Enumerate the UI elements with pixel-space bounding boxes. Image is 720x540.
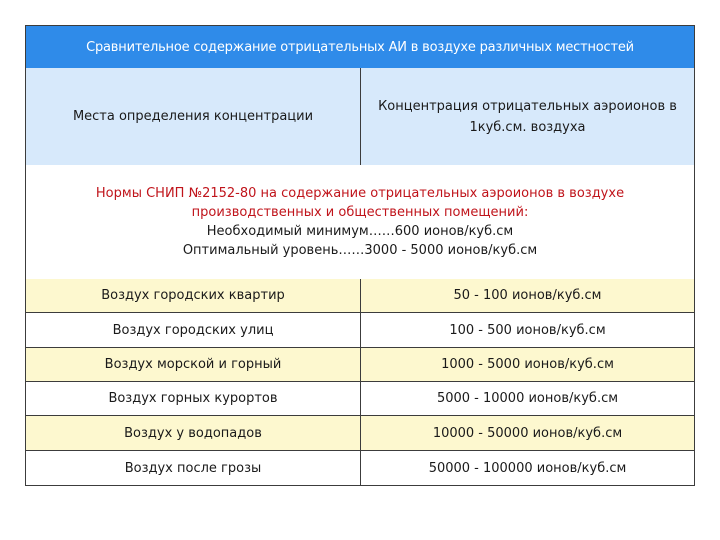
table-row (26, 451, 694, 485)
row-value: 50000 - 100000 ионов/куб.см (428, 460, 627, 476)
table-header-row (26, 68, 694, 166)
row-place: Воздух после грозы (26, 451, 361, 485)
table-title: Сравнительное содержание отрицательных АИ в воздухе различных местностей (26, 26, 694, 69)
table-row (26, 279, 694, 313)
header-concentration-line1: Концентрация отрицательных аэроионов в (378, 98, 677, 114)
header-concentration (361, 68, 694, 165)
row-place: Воздух у водопадов (26, 416, 361, 450)
row-value: 50 - 100 ионов/куб.см (453, 288, 602, 303)
row-place: Воздух городских улиц (26, 313, 361, 347)
header-concentration-line2: 1куб.см. воздуха (469, 119, 586, 135)
norms-heading-line2: производственных и общественных помещений: (191, 205, 529, 220)
table-row (26, 382, 694, 416)
table-row (26, 348, 694, 382)
row-value: 100 - 500 ионов/куб.см (449, 322, 606, 338)
table-row (26, 313, 694, 348)
table-row (26, 416, 694, 451)
row-place: Воздух горных курортов (26, 382, 361, 415)
header-place: Места определения концентрации (26, 68, 361, 165)
norms-minimum: Необходимый минимум……600 ионов/куб.см (206, 224, 514, 239)
row-value: 1000 - 5000 ионов/куб.см (441, 357, 614, 372)
norms-row (26, 165, 694, 280)
row-place: Воздух морской и горный (26, 348, 361, 381)
row-value: 10000 - 50000 ионов/куб.см (432, 425, 623, 441)
norms-optimal: Оптимальный уровень……3000 - 5000 ионов/куб.см (182, 243, 538, 258)
row-value: 5000 - 10000 ионов/куб.см (436, 391, 619, 406)
norms-heading-line1: Нормы СНИП №2152-80 на содержание отрицательных аэроионов в воздухе (95, 186, 625, 201)
row-place: Воздух городских квартир (26, 279, 361, 312)
comparison-table (25, 25, 695, 486)
